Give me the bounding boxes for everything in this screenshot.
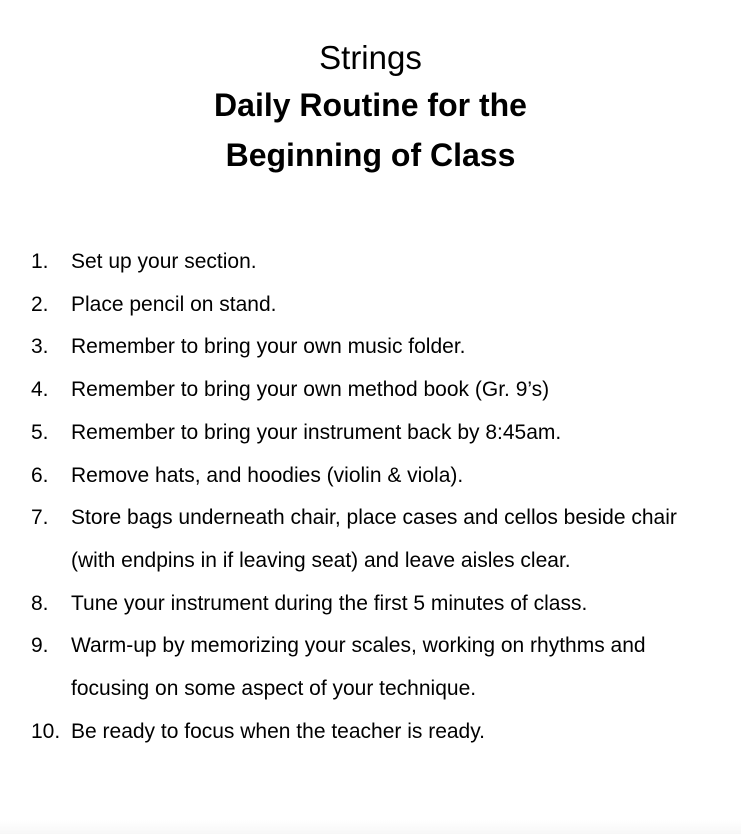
item-number: 4. <box>31 378 49 402</box>
item-text: Remember to bring your own method book (Gr. 9’s) <box>71 378 550 402</box>
item-number: 8. <box>31 591 49 615</box>
item-text: Be ready to focus when the teacher is ready. <box>71 719 486 743</box>
list-item <box>0 583 711 626</box>
subject-heading: Strings <box>319 39 422 76</box>
item-number: 6. <box>31 463 49 487</box>
item-number: 7. <box>31 506 49 530</box>
list-item <box>0 455 711 498</box>
item-number: 2. <box>31 292 49 316</box>
item-text: Remove hats, and hoodies (violin & viola). <box>71 463 464 487</box>
item-text: Store bags underneath chair, place cases and cellos beside chair (with endpins in if leaving seat) and leave aisles clear. <box>71 506 677 572</box>
item-text: Remember to bring your instrument back by 8:45am. <box>71 420 562 444</box>
list-item <box>0 625 711 710</box>
item-text: Remember to bring your own music folder. <box>71 335 466 359</box>
page-bottom-edge <box>0 820 741 834</box>
item-number: 3. <box>31 335 49 359</box>
routine-list <box>0 241 711 753</box>
list-item <box>0 369 711 412</box>
item-number: 5. <box>31 420 49 444</box>
item-text: Set up your section. <box>71 250 257 273</box>
list-item <box>0 497 711 582</box>
list-item <box>0 711 711 754</box>
list-item <box>0 326 711 369</box>
page-title-line-1: Daily Routine for the <box>214 87 527 123</box>
item-text: Warm-up by memorizing your scales, working on rhythms and focusing on some aspect of your technique. <box>71 634 646 701</box>
item-text: Place pencil on stand. <box>71 292 277 316</box>
page-title-line-2: Beginning of Class <box>225 137 516 173</box>
list-item <box>0 241 711 284</box>
item-number: 10. <box>31 719 61 743</box>
item-number: 1. <box>31 250 49 273</box>
list-item <box>0 412 711 455</box>
item-text: Tune your instrument during the first 5 minutes of class. <box>71 591 588 615</box>
item-number: 9. <box>31 634 49 658</box>
list-item <box>0 284 711 327</box>
